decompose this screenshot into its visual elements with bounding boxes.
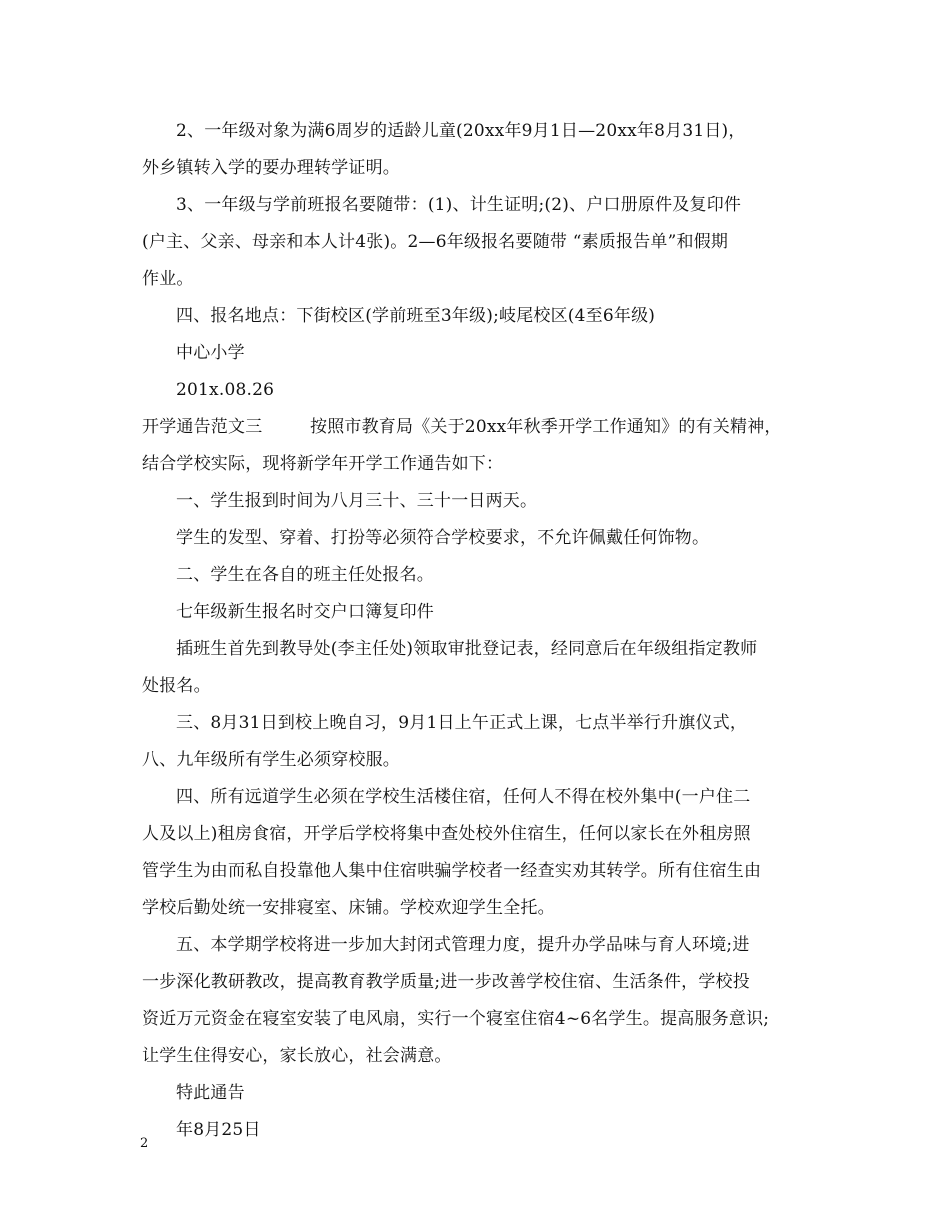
paragraph-line: 三、8月31日到校上晚自习，9月1日上午正式上课，七点半举行升旗仪式，: [176, 713, 748, 733]
closing-date: 年8月25日: [176, 1120, 261, 1140]
section-title: 开学通告范文三: [142, 417, 263, 437]
paragraph-line: 3、一年级与学前班报名要随带：(1)、计生证明;(2)、户口册原件及复印件: [176, 195, 742, 215]
paragraph-line: 八、九年级所有学生必须穿校服。: [142, 750, 400, 770]
paragraph-line: 处报名。: [142, 676, 211, 696]
document-body: [142, 113, 810, 1149]
page-number: 2: [140, 1136, 149, 1151]
paragraph-line: 二、学生在各自的班主任处报名。: [176, 565, 434, 585]
closing-line: 特此通告: [176, 1083, 245, 1103]
paragraph-line: 一步深化教研教改，提高教育教学质量;进一步改善学校住宿、生活条件，学校投: [142, 972, 750, 992]
paragraph-line: 人及以上)租房食宿，开学后学校将集中查处校外住宿生，任何以家长在外租房照: [142, 824, 751, 844]
paragraph-line: 外乡镇转入学的要办理转学证明。: [142, 158, 400, 178]
paragraph-line: 四、所有远道学生必须在学校生活楼住宿，任何人不得在校外集中(一户住二: [176, 787, 751, 807]
paragraph-line: 按照市教育局《关于20xx年秋季开学工作通知》的有关精神，: [310, 417, 782, 437]
paragraph-line: 作业。: [142, 269, 194, 289]
paragraph-line: 学校后勤处统一安排寝室、床铺。学校欢迎学生全托。: [142, 898, 555, 918]
signature-school: 中心小学: [176, 343, 245, 363]
paragraph-line: 让学生住得安心，家长放心，社会满意。: [142, 1046, 452, 1066]
paragraph-line: 2、一年级对象为满6周岁的适龄儿童(20xx年9月1日—20xx年8月31日)，: [176, 121, 746, 141]
paragraph-line: 学生的发型、穿着、打扮等必须符合学校要求，不允许佩戴任何饰物。: [176, 528, 710, 548]
paragraph-line: 四、报名地点：下街校区(学前班至3年级);岐尾校区(4至6年级): [176, 306, 656, 326]
paragraph-line: 管学生为由而私自投靠他人集中住宿哄骗学校者一经查实劝其转学。所有住宿生由: [142, 861, 762, 881]
paragraph-line: 五、本学期学校将进一步加大封闭式管理力度，提升办学品味与育人环境;进: [176, 935, 750, 955]
paragraph-line: 一、学生报到时间为八月三十、三十一日两天。: [176, 491, 538, 511]
paragraph-line: 资近万元资金在寝室安装了电风扇，实行一个寝室住宿4~6名学生。提高服务意识;: [142, 1009, 770, 1029]
paragraph-line: 结合学校实际，现将新学年开学工作通告如下：: [142, 454, 504, 474]
paragraph-line: 七年级新生报名时交户口簿复印件: [176, 602, 434, 622]
section-heading-line: [142, 409, 810, 446]
paragraph-line: 插班生首先到教导处(李主任处)领取审批登记表，经同意后在年级组指定教师: [176, 639, 758, 659]
paragraph-line: (户主、父亲、母亲和本人计4张)。2—6年级报名要随带 “素质报告单”和假期: [142, 232, 729, 252]
signature-date: 201x.08.26: [176, 380, 275, 400]
